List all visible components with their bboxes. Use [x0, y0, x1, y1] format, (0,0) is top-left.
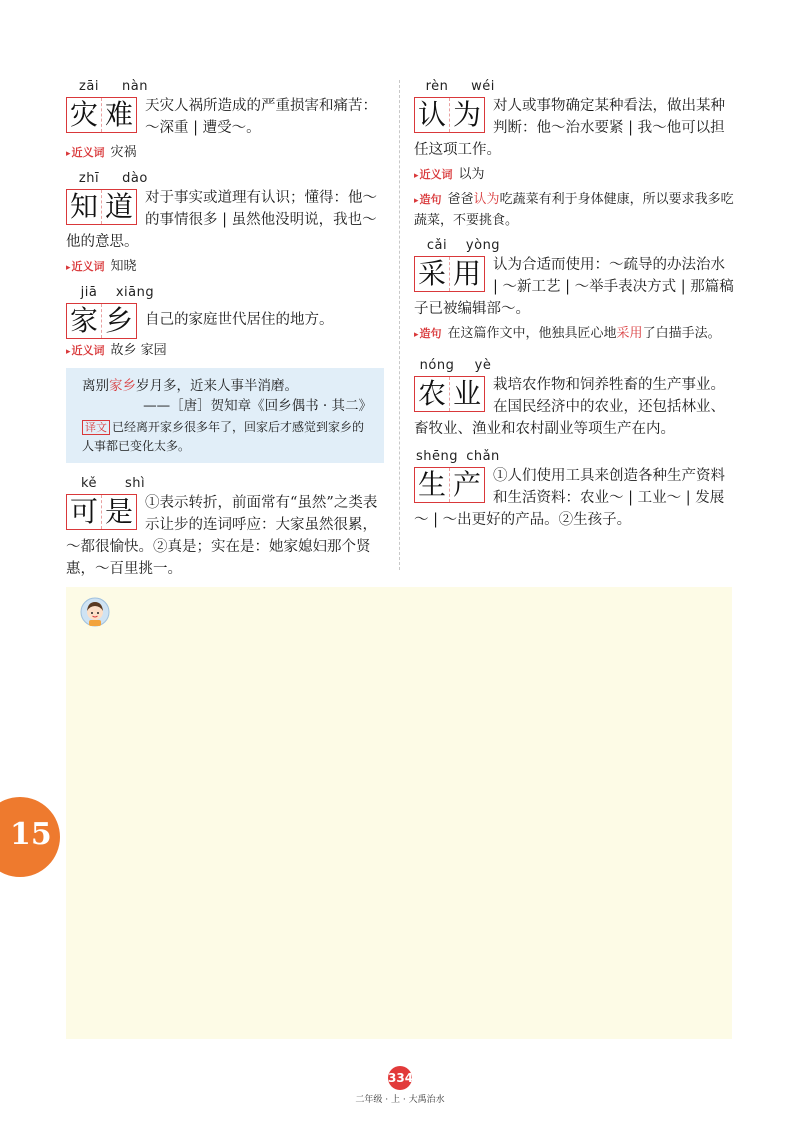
right-column — [414, 78, 734, 531]
poem-source: ——［唐］贺知章《回乡偶书 · 其二》 — [143, 398, 372, 414]
synonym-row: ▸ 近义词 知晓 — [66, 257, 384, 278]
headword: 家 乡 — [66, 303, 137, 339]
definition: 天灾人祸所造成的严重损害和痛苦：～深重 | 遭受～。 — [145, 98, 377, 136]
poem-translation: 译文 已经离开家乡很多年了，回家后才感觉到家乡的人事都已变化太多。 — [82, 420, 365, 453]
entry-caiyong — [414, 237, 734, 345]
definition: 自己的家庭世代居住的地方。 — [145, 312, 334, 328]
definition: ①人们使用工具来创造各种生产资料和生活资料：农业～ | 工业～ | 发展～ | ～出更好的产品。②生孩子。 — [414, 468, 725, 528]
headword: 可 是 — [66, 494, 137, 530]
definition: 认为合适而使用：～疏导的办法治水 | ～新工艺 | ～举手表决方式 | 那篇稿子已被编辑部～。 — [414, 257, 734, 317]
entry-shengchan — [414, 448, 734, 531]
pinyin: nóng yè — [419, 358, 492, 373]
entry-renwei — [414, 78, 734, 231]
entry-nongye — [414, 357, 734, 448]
child-avatar-icon — [80, 597, 110, 627]
headword: 知 道 — [66, 189, 137, 225]
synonym-row: ▸ 近义词 灾祸 — [66, 143, 384, 164]
footer-text: 二年级 · 上 · 大禹治水 — [355, 1095, 445, 1105]
definition: 对人或事物确定某种看法，做出某种判断：他～治水要紧 | 我～他可以担任这项工作。 — [414, 98, 725, 158]
example-sentence: ▸ 造句 在这篇作文中，他独具匠心地采用了白描手法。 — [414, 324, 734, 345]
pinyin: cǎi yòng — [426, 238, 501, 253]
pinyin: shēng chǎn — [415, 449, 500, 464]
pinyin: jiā xiāng — [80, 285, 155, 300]
definition: ①表示转折，前面常有“虽然”之类表示让步的连词呼应：大家虽然很累，～都很愉快。②真是；实在是：她家媳妇那个贤惠，～百里挑一。 — [66, 495, 378, 577]
entry-keshi — [66, 475, 384, 580]
pinyin: rèn wéi — [425, 79, 495, 94]
synonym-row: ▸ 近义词 故乡 家园 — [66, 341, 384, 362]
pinyin: zhī dào — [78, 171, 148, 186]
column-divider — [399, 80, 400, 570]
chapter-tab: 15 — [0, 797, 60, 877]
example-sentence: ▸ 造句 爸爸认为吃蔬菜有利于身体健康，所以要求我多吃蔬菜，不要挑食。 — [414, 190, 734, 231]
entry-zhidao — [66, 170, 384, 278]
definition: 栽培农作物和饲养牲畜的生产事业。在国民经济中的农业，还包括林业、畜牧业、渔业和农村副业等项生产在内。 — [414, 377, 725, 437]
entry-jiaxiang — [66, 284, 384, 362]
poem-box — [66, 368, 384, 463]
page-number: 334 — [388, 1066, 412, 1090]
pinyin: zāi nàn — [79, 79, 148, 94]
headword: 认 为 — [414, 97, 485, 133]
entry-zainan — [66, 78, 384, 164]
poem-line: 离别家乡岁月多，近来人事半消磨。 — [82, 378, 298, 394]
synonym-row: ▸ 近义词 以为 — [414, 165, 734, 186]
pinyin: kě shì — [80, 476, 146, 491]
notes-area[interactable] — [66, 587, 732, 1039]
headword: 农 业 — [414, 376, 485, 412]
headword: 采 用 — [414, 256, 485, 292]
headword: 生 产 — [414, 467, 485, 503]
definition: 对于事实或道理有认识；懂得：他～的事情很多 | 虽然他没明说，我也～他的意思。 — [66, 190, 377, 250]
headword: 灾 难 — [66, 97, 137, 133]
left-column — [66, 78, 384, 580]
